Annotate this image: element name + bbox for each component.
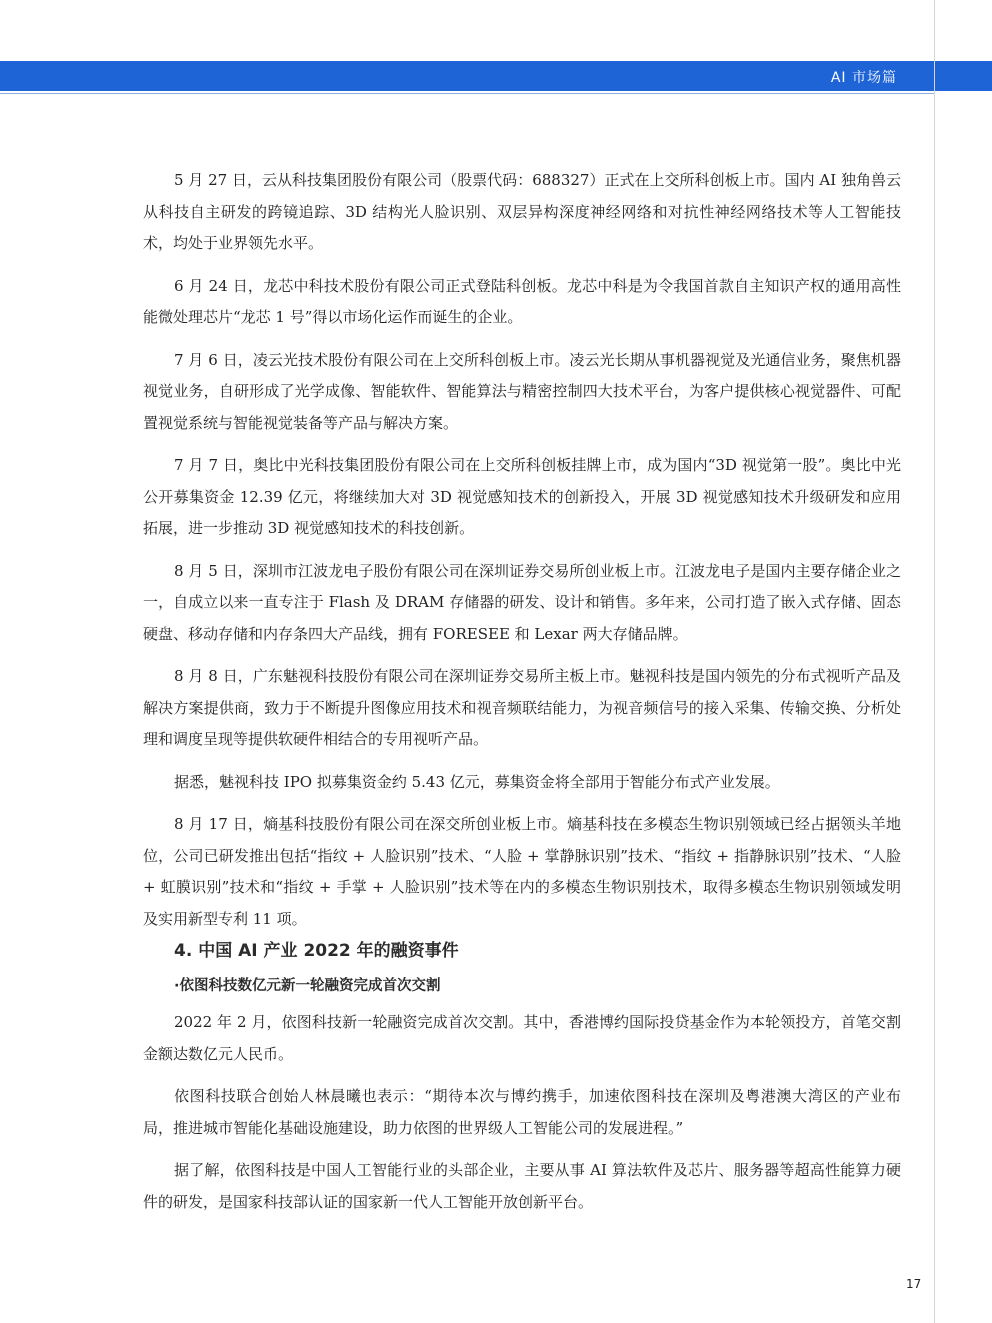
- paragraph: 7 月 7 日，奥比中光科技集团股份有限公司在上交所科创板挂牌上市，成为国内“3D 视觉第一股”。奥比中光公开募集资金 12.39 亿元，将继续加大对 3D 视觉感知技术的创新投入，开展 3D 视觉感知技术升级研发和应用拓展，进一步推动 3D 视觉感知技术的科技创新。: [143, 456, 901, 537]
- paragraph: 8 月 5 日，深圳市江波龙电子股份有限公司在深圳证券交易所创业板上市。江波龙电子是国内主要存储企业之一，自成立以来一直专注于 Flash 及 DRAM 存储器的研发、设计和销售。多年来，公司打造了嵌入式存储、固态硬盘、移动存储和内存条四大产品线，拥有 FORESEE 和 Lexar 两大存储品牌。: [143, 561, 901, 643]
- paragraph: 6 月 24 日，龙芯中科技术股份有限公司正式登陆科创板。龙芯中科是为令我国首款自主知识产权的通用高性能微处理芯片“龙芯 1 号”得以市场化运作而诞生的企业。: [143, 276, 901, 326]
- paragraph: 据了解，依图科技是中国人工智能行业的头部企业，主要从事 AI 算法软件及芯片、服务器等超高性能算力硬件的研发，是国家科技部认证的国家新一代人工智能开放创新平台。: [143, 1161, 901, 1211]
- header-divider: [0, 93, 934, 94]
- paragraph: 8 月 8 日，广东魅视科技股份有限公司在深圳证券交易所主板上市。魅视科技是国内领先的分布式视听产品及解决方案提供商，致力于不断提升图像应用技术和视音频联结能力，为视音频信号的接入采集、传输交换、分析处理和调度呈现等提供软硬件相结合的专用视听产品。: [143, 667, 901, 748]
- paragraph: 5 月 27 日，云从科技集团股份有限公司（股票代码：688327）正式在上交所科创板上市。国内 AI 独角兽云从科技自主研发的跨镜追踪、3D 结构光人脸识别、双层异构深度神经网络和对抗性神经网络技术等人工智能技术，均处于业界领先水平。: [143, 171, 901, 252]
- header-band: [0, 61, 992, 91]
- paragraph: 据悉，魅视科技 IPO 拟募集资金约 5.43 亿元，募集资金将全部用于智能分布式产业发展。: [174, 772, 780, 791]
- page-content: [143, 165, 901, 1229]
- paragraph: 8 月 17 日，熵基科技股份有限公司在深交所创业板上市。熵基科技在多模态生物识别领域已经占据领头羊地位，公司已研发推出包括“指纹 + 人脸识别”技术、“人脸 + 掌静脉识别”技术、“指纹 + 指静脉识别”技术、“人脸 + 虹膜识别”技术和“指纹 + 手掌 + 人脸识别”技术等在内的多模态生物识别技术，取得多模态生物识别领域发明及实用新型专利 11 项。: [143, 815, 901, 928]
- paragraph: 7 月 6 日，凌云光技术股份有限公司在上交所科创板上市。凌云光长期从事机器视觉及光通信业务，聚焦机器视觉业务，自研形成了光学成像、智能软件、智能算法与精密控制四大技术平台，为客户提供核心视觉器件、可配置视觉系统与智能视觉装备等产品与解决方案。: [143, 350, 901, 432]
- section-heading: 4. 中国 AI 产业 2022 年的融资事件: [174, 941, 459, 961]
- section-title: AI 市场篇: [830, 70, 897, 86]
- paragraph: 依图科技联合创始人林晨曦也表示：“期待本次与博约携手，加速依图科技在深圳及粤港澳大湾区的产业布局，推进城市智能化基础设施建设，助力依图的世界级人工智能公司的发展进程。”: [143, 1087, 901, 1137]
- section-subheading: ·依图科技数亿元新一轮融资完成首次交割: [174, 978, 441, 994]
- page-number: 17: [906, 1277, 922, 1291]
- right-margin-rule: [934, 0, 935, 1323]
- paragraph: 2022 年 2 月，依图科技新一轮融资完成首次交割。其中，香港博约国际投贷基金作为本轮领投方，首笔交割金额达数亿元人民币。: [143, 1013, 901, 1063]
